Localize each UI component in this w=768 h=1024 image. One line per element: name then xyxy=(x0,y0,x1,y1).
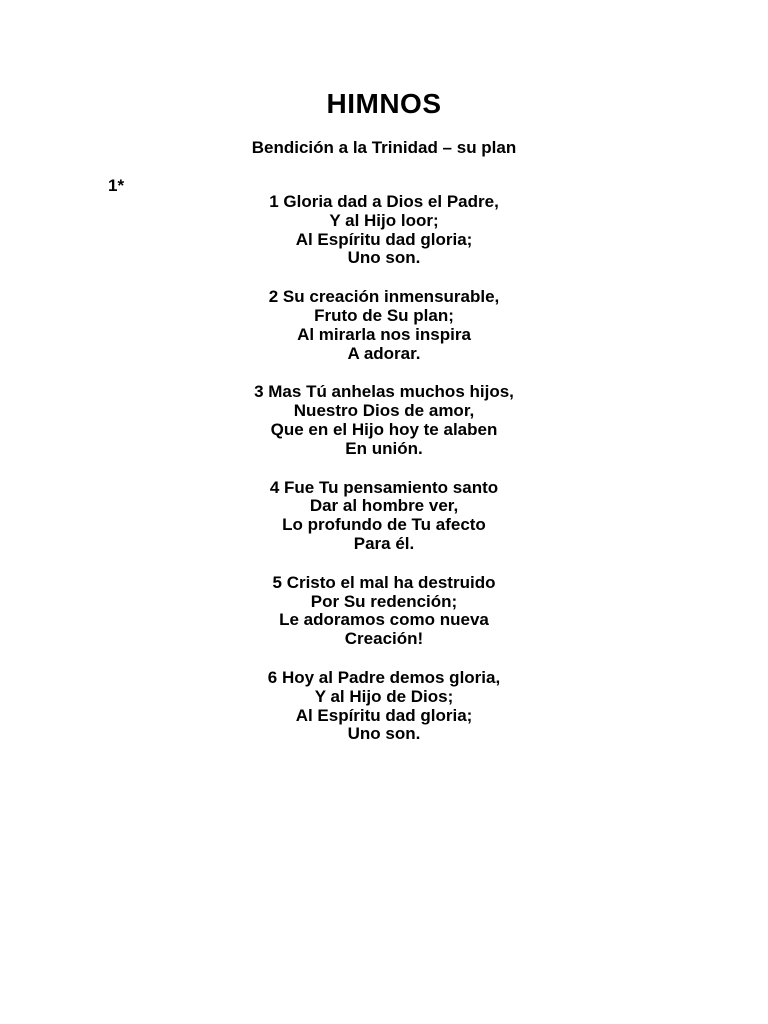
verse-line: Fruto de Su plan; xyxy=(314,305,454,325)
verse-line: Uno son. xyxy=(347,248,421,268)
hymn-verses xyxy=(0,193,768,764)
verse-line: 5 Cristo el mal ha destruido xyxy=(272,572,496,592)
verse-line: 2 Su creación inmensurable, xyxy=(268,287,500,307)
verse-line: Al mirarla nos inspira xyxy=(297,324,471,344)
verse-line: Y al Hijo loor; xyxy=(329,210,439,230)
verse-line: Al Espíritu dad gloria; xyxy=(295,705,473,725)
verse-line: Que en el Hijo hoy te alaben xyxy=(270,419,498,439)
verse-line: Y al Hijo de Dios; xyxy=(314,686,454,706)
hymn-number: 1* xyxy=(108,176,125,195)
verse-line: 1 Gloria dad a Dios el Padre, xyxy=(269,192,499,211)
verse-line: En unión. xyxy=(345,438,423,458)
verse-line: 6 Hoy al Padre demos gloria, xyxy=(267,667,501,687)
verse-line: A adorar. xyxy=(347,343,421,363)
stanza-3 xyxy=(0,383,768,458)
verse-line: Para él. xyxy=(353,533,415,553)
verse-line: 3 Mas Tú anhelas muchos hijos, xyxy=(254,382,514,402)
page-title: HIMNOS xyxy=(326,88,442,119)
stanza-4 xyxy=(0,479,768,554)
stanza-5 xyxy=(0,574,768,649)
verse-line: Uno son. xyxy=(347,724,421,744)
verse-line: Lo profundo de Tu afecto xyxy=(282,515,486,535)
stanza-6 xyxy=(0,669,768,744)
verse-line: Por Su redención; xyxy=(310,591,458,611)
verse-line: 4 Fue Tu pensamiento santo xyxy=(269,477,499,497)
stanza-2 xyxy=(0,288,768,363)
verse-line: Le adoramos como nueva xyxy=(279,610,489,630)
verse-line: Creación! xyxy=(344,629,424,649)
verse-line: Nuestro Dios de amor, xyxy=(293,401,475,421)
verse-line: Dar al hombre ver, xyxy=(309,496,459,516)
hymn-subtitle: Bendición a la Trinidad – su plan xyxy=(251,138,517,157)
verse-line: Al Espíritu dad gloria; xyxy=(295,229,473,249)
stanza-1 xyxy=(0,193,768,268)
